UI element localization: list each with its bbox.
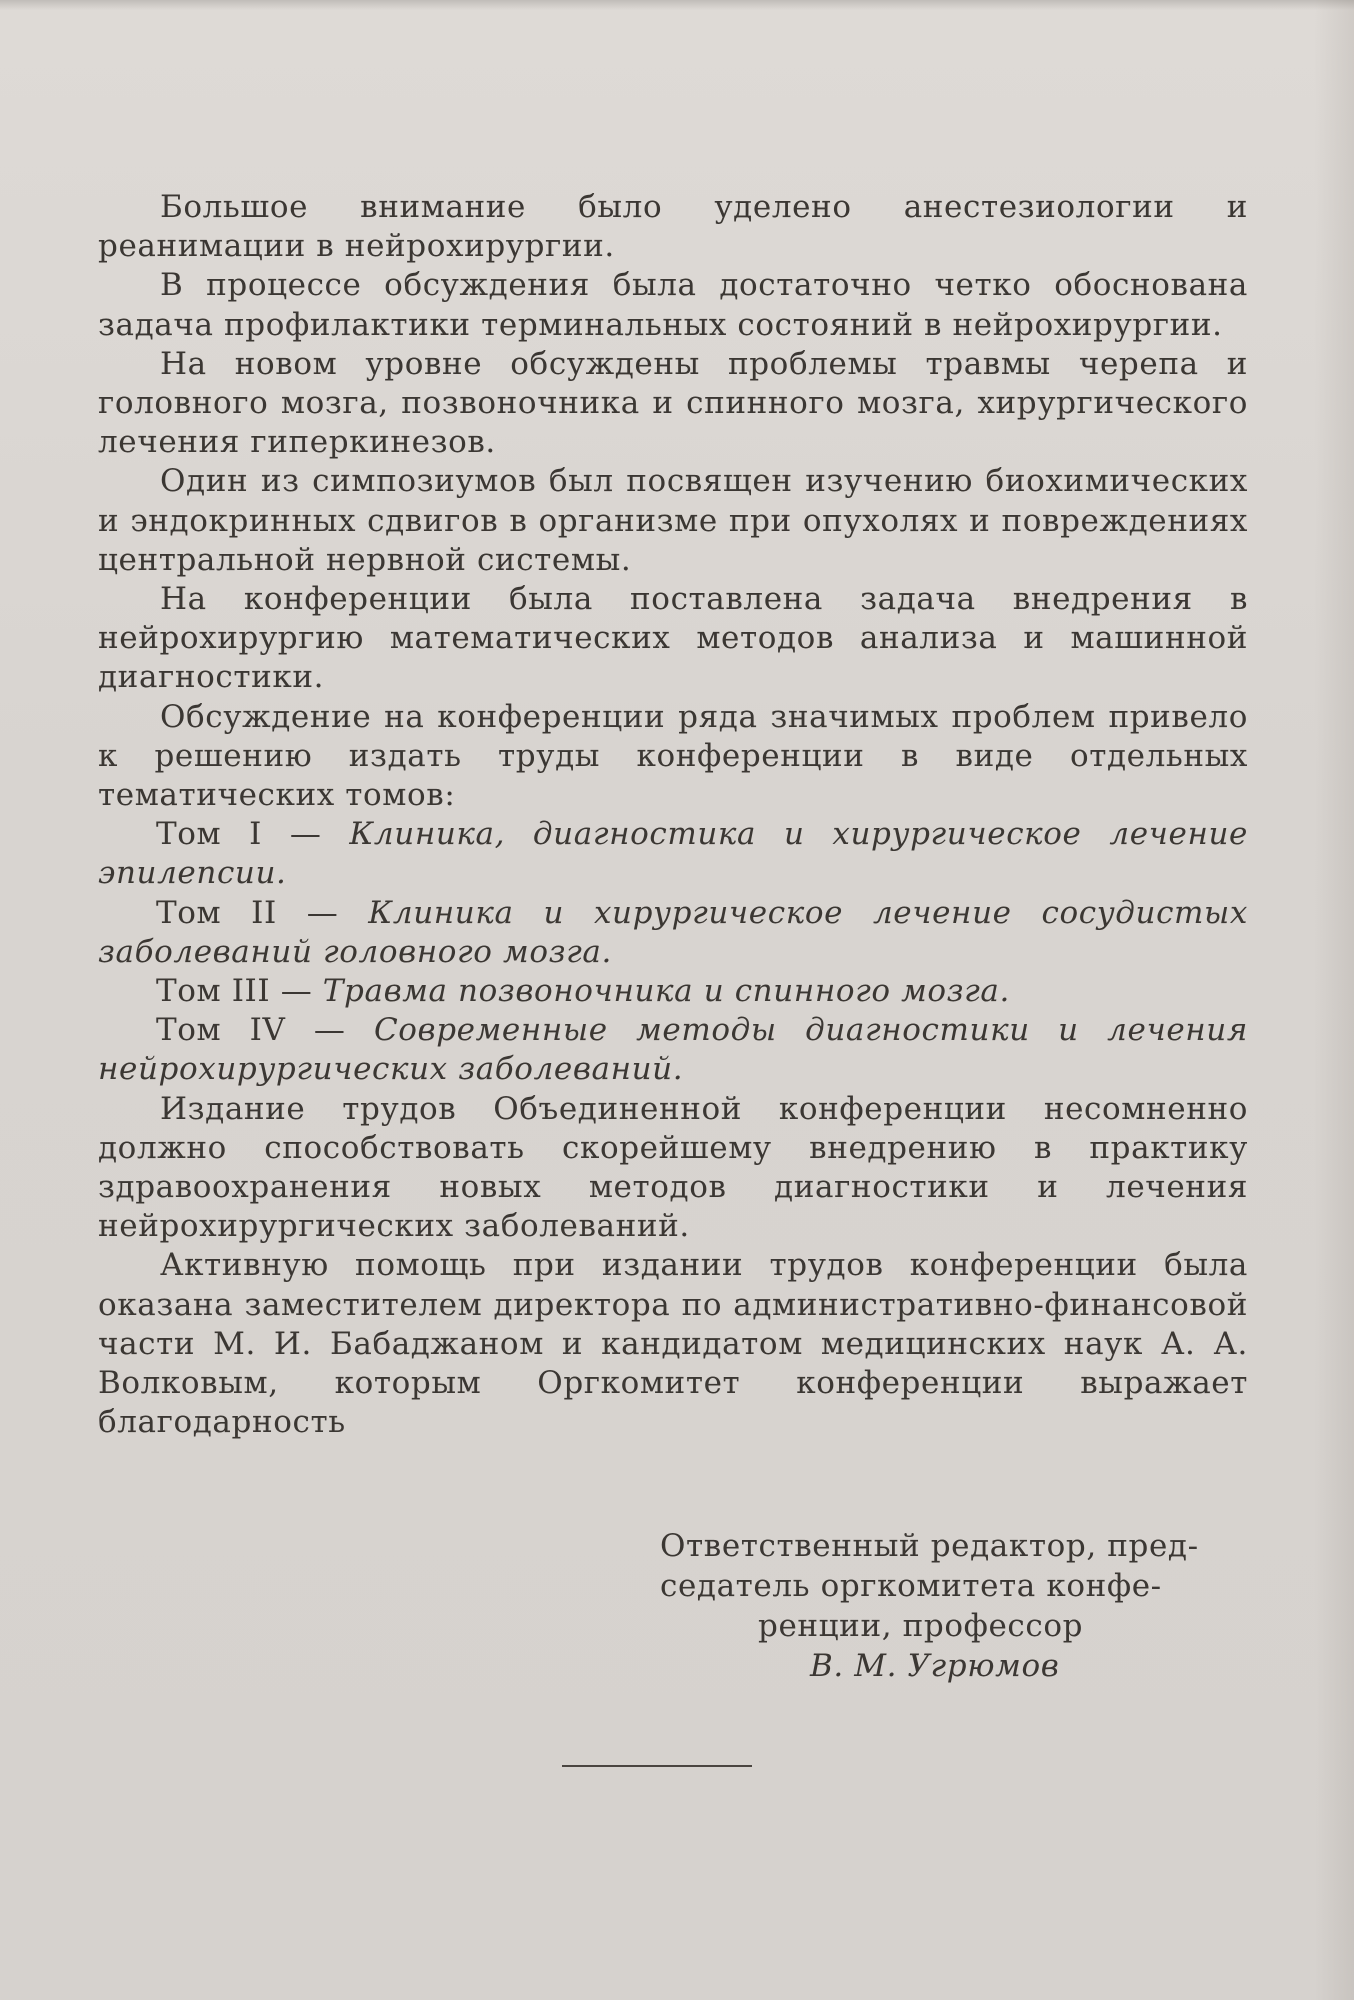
volume-4 bbox=[98, 1011, 1248, 1089]
paragraph-publication: Издание трудов Объединенной конференции несомненно должно способствовать скорейшему внедрению в практику здравоохранения новых методов диагностики и лечения нейрохирургических заболеваний. bbox=[98, 1090, 1248, 1245]
paragraph-math-methods: На конференции была поставлена задача внедрения в нейрохирургию математических методов анализа и машинной диагностики. bbox=[98, 581, 1248, 696]
end-divider bbox=[562, 1765, 752, 1767]
body-text bbox=[98, 188, 1248, 1443]
volume-3 bbox=[98, 972, 1248, 1011]
paragraph-terminal-states: В процессе обсуждения была достаточно четко обоснована задача профилактики терминальных состояний в нейрохирургии. bbox=[98, 267, 1248, 343]
volume-2 bbox=[98, 894, 1248, 972]
volume-label: Том III — bbox=[156, 973, 323, 1010]
volume-title: Современные методы диагностики и лечения нейрохирургических заболеваний. bbox=[98, 1012, 1248, 1088]
volume-title: Клиника и хирургическое лечение сосудистых заболеваний головного мозга. bbox=[98, 894, 1248, 970]
volume-title: Клиника, диагностика и хирургическое лечение эпилепсии. bbox=[98, 816, 1248, 892]
volume-label: Том IV — bbox=[156, 1012, 374, 1049]
signature-line-2: седатель оргкомитета конфе- bbox=[660, 1568, 1162, 1604]
paragraph-acknowledgement: Активную помощь при издании трудов конференции была оказана заместителем директора по административно-финансовой части М. И. Бабаджаном и кандидатом медицинских наук А. А. Волковым, которым Оргкомитет конференции выражает благодарность bbox=[98, 1247, 1248, 1441]
paragraph-volumes-intro: Обсуждение на конференции ряда значимых проблем привело к решению издать труды конференции в виде отдельных тематических томов: bbox=[98, 698, 1248, 814]
volume-title: Травма позвоночника и спинного мозга. bbox=[322, 973, 1010, 1010]
editor-name: В. М. Угрюмов bbox=[810, 1648, 1060, 1684]
paragraph-trauma: На новом уровне обсуждены проблемы травмы черепа и головного мозга, позвоночника и спинного мозга, хирургического лечения гиперкинезов. bbox=[98, 345, 1248, 461]
signature-line-3: ренции, профессор bbox=[758, 1608, 1084, 1644]
page-top-shadow bbox=[0, 0, 1354, 10]
volume-1 bbox=[98, 815, 1248, 893]
page-right-shadow bbox=[1314, 0, 1354, 2000]
signature-line-1: Ответственный редактор, пред- bbox=[660, 1528, 1199, 1564]
paragraph-anesthesiology: Большое внимание было уделено анестезиологии и реанимации в нейрохирургии. bbox=[98, 189, 1248, 265]
volume-label: Том I — bbox=[156, 816, 350, 853]
paragraph-symposium: Один из симпозиумов был посвящен изучению биохимических и эндокринных сдвигов в организме при опухолях и повреждениях центральной нервной системы. bbox=[98, 463, 1248, 578]
volume-label: Том II — bbox=[156, 894, 369, 931]
editor-signature bbox=[660, 1526, 1240, 1686]
